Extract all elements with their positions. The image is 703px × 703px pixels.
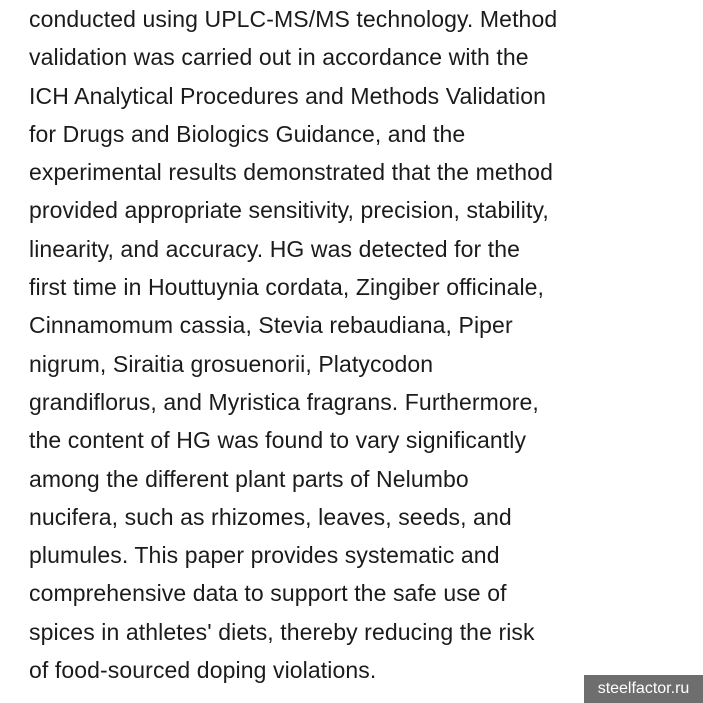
text-line: nucifera, such as rhizomes, leaves, seeds, and xyxy=(29,503,512,530)
text-line: ICH Analytical Procedures and Methods Validation xyxy=(29,82,547,109)
text-line: experimental results demonstrated that the method xyxy=(29,159,553,186)
watermark-label: steelfactor.ru xyxy=(584,675,703,703)
text-line: the content of HG was found to vary significantly xyxy=(29,427,527,454)
text-line: spices in athletes' diets, thereby reducing the risk xyxy=(29,618,535,645)
text-line: conducted using UPLC-MS/MS technology. Method xyxy=(29,6,558,32)
text-line: grandiflorus, and Myristica fragrans. Furthermore, xyxy=(29,388,539,415)
text-line: first time in Houttuynia cordata, Zingiber officinale, xyxy=(29,274,545,301)
text-line: nigrum, Siraitia grosuenorii, Platycodon xyxy=(29,350,434,377)
text-line: comprehensive data to support the safe use of xyxy=(29,580,507,607)
text-line: Cinnamomum cassia, Stevia rebaudiana, Piper xyxy=(29,312,513,339)
text-line: for Drugs and Biologics Guidance, and the xyxy=(29,120,466,147)
text-line: provided appropriate sensitivity, precision, stability, xyxy=(29,197,549,224)
text-line: validation was carried out in accordance with the xyxy=(29,44,529,71)
text-line: linearity, and accuracy. HG was detected for the xyxy=(29,235,521,262)
abstract-paragraph xyxy=(29,0,699,689)
text-line: among the different plant parts of Nelumbo xyxy=(29,465,469,492)
text-line: plumules. This paper provides systematic and xyxy=(29,542,500,569)
text-line: of food-sourced doping violations. xyxy=(29,657,377,684)
